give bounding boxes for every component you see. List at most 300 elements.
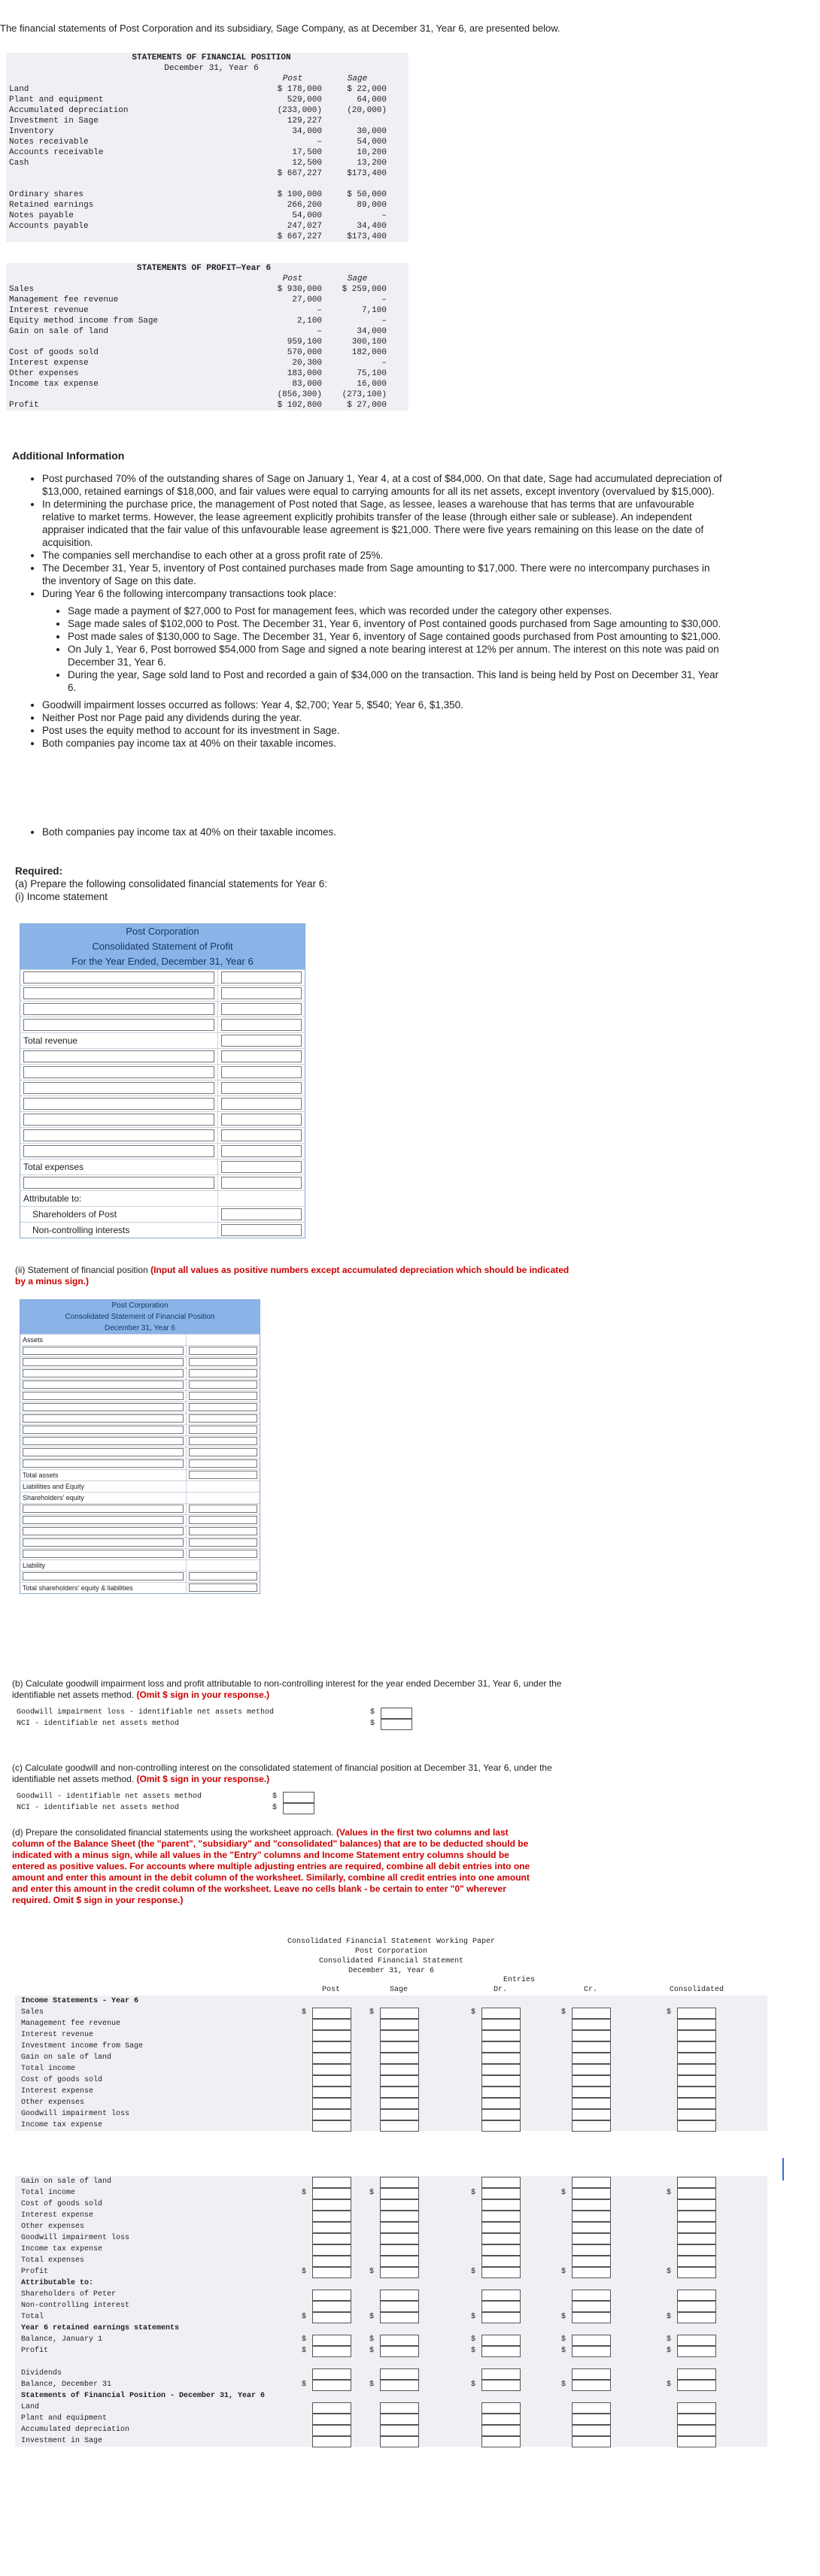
worksheet-input[interactable] xyxy=(481,2075,521,2087)
worksheet-input[interactable] xyxy=(380,2380,419,2391)
worksheet-input[interactable] xyxy=(312,2064,351,2075)
worksheet-input[interactable] xyxy=(481,2222,521,2233)
worksheet-input[interactable] xyxy=(572,2053,611,2064)
worksheet-input[interactable] xyxy=(481,2346,521,2357)
worksheet-input[interactable] xyxy=(380,2211,419,2222)
worksheet-input[interactable] xyxy=(312,2346,351,2357)
worksheet-input[interactable] xyxy=(380,2233,419,2244)
worksheet-input[interactable] xyxy=(572,2301,611,2312)
worksheet-input[interactable] xyxy=(312,2041,351,2053)
account-select[interactable] xyxy=(23,1505,184,1513)
worksheet-input[interactable] xyxy=(572,2290,611,2301)
list-item: • During the year, Sage sold land to Post and recorded a gain of $34,000 on the transaction. This land is being held by Post on December 31, Year 6. xyxy=(68,668,725,694)
post-value: – xyxy=(317,327,322,336)
worksheet-input[interactable] xyxy=(380,2064,419,2075)
post-value: $ 667,227 xyxy=(277,169,322,178)
row-label-cell xyxy=(20,1549,187,1559)
account-select[interactable] xyxy=(23,1426,184,1434)
worksheet-input[interactable] xyxy=(312,2222,351,2233)
row-amount-cell xyxy=(187,1425,260,1435)
worksheet-row xyxy=(15,2300,767,2311)
amount-input[interactable] xyxy=(189,1527,257,1535)
row-label: Accounts receivable xyxy=(9,148,104,157)
account-select[interactable] xyxy=(23,1082,214,1094)
amount-input[interactable] xyxy=(221,1003,302,1015)
worksheet-row-label: Total xyxy=(21,2313,44,2321)
worksheet-input[interactable] xyxy=(312,2177,351,2188)
worksheet-input[interactable] xyxy=(677,2301,716,2312)
account-select[interactable] xyxy=(23,1392,184,1400)
row-label-cell xyxy=(20,1583,187,1593)
worksheet-input[interactable] xyxy=(312,2244,351,2256)
worksheet-input[interactable] xyxy=(481,2402,521,2414)
worksheet-input[interactable] xyxy=(481,2414,521,2425)
row-amount-cell xyxy=(218,1033,305,1048)
worksheet-input[interactable] xyxy=(677,2436,716,2447)
worksheet-input[interactable] xyxy=(312,2199,351,2211)
account-select[interactable] xyxy=(23,971,214,983)
account-select[interactable] xyxy=(23,1527,184,1535)
form-row xyxy=(20,1017,305,1032)
amount-input[interactable] xyxy=(221,1145,302,1157)
worksheet-input[interactable] xyxy=(677,2199,716,2211)
worksheet-input[interactable] xyxy=(312,2335,351,2346)
worksheet-input[interactable] xyxy=(677,2244,716,2256)
account-select[interactable] xyxy=(23,1347,184,1355)
worksheet-row-label: Profit xyxy=(21,2347,49,2355)
worksheet-input[interactable] xyxy=(677,2312,716,2323)
form-row xyxy=(20,1413,260,1424)
worksheet-input[interactable] xyxy=(677,2064,716,2075)
account-select[interactable] xyxy=(23,1437,184,1445)
worksheet-input[interactable] xyxy=(481,2312,521,2323)
worksheet-row-label: Total income xyxy=(21,2065,76,2073)
worksheet-input[interactable] xyxy=(481,2008,521,2019)
worksheet-input[interactable] xyxy=(572,2346,611,2357)
worksheet-input[interactable] xyxy=(572,2177,611,2188)
worksheet-input[interactable] xyxy=(312,2290,351,2301)
worksheet-input[interactable] xyxy=(481,2098,521,2109)
row-label: Accounts payable xyxy=(9,222,89,231)
amount-input[interactable] xyxy=(189,1403,257,1411)
worksheet-input[interactable] xyxy=(380,2053,419,2064)
worksheet-input[interactable] xyxy=(312,2256,351,2267)
worksheet-input[interactable] xyxy=(572,2109,611,2120)
worksheet-input[interactable] xyxy=(481,2188,521,2199)
worksheet-input[interactable] xyxy=(380,2290,419,2301)
row-label-cell xyxy=(20,1223,218,1238)
worksheet-input[interactable] xyxy=(677,2087,716,2098)
worksheet-input[interactable] xyxy=(380,2177,419,2188)
worksheet-input[interactable] xyxy=(572,2008,611,2019)
fs-row xyxy=(6,316,390,326)
amount-input[interactable] xyxy=(221,1114,302,1126)
account-select[interactable] xyxy=(23,1369,184,1377)
form-row xyxy=(20,1190,305,1206)
account-select[interactable] xyxy=(23,1145,214,1157)
worksheet-input[interactable] xyxy=(677,2098,716,2109)
worksheet-input[interactable] xyxy=(572,2425,611,2436)
required-section xyxy=(15,865,327,903)
amount-input[interactable] xyxy=(189,1414,257,1423)
worksheet-input[interactable] xyxy=(312,2019,351,2030)
row-label: Interest expense xyxy=(9,359,89,368)
amount-input[interactable] xyxy=(189,1471,257,1479)
worksheet-input[interactable] xyxy=(572,2436,611,2447)
amount-input[interactable] xyxy=(221,1019,302,1031)
row-label: Equity method income from Sage xyxy=(9,317,159,326)
worksheet-input[interactable] xyxy=(572,2030,611,2041)
row-label: Shareholders' equity xyxy=(23,1494,84,1502)
worksheet-input[interactable] xyxy=(481,2211,521,2222)
row-label: Retained earnings xyxy=(9,201,94,210)
worksheet-input[interactable] xyxy=(312,2120,351,2132)
worksheet-input[interactable] xyxy=(572,2222,611,2233)
amount-input[interactable] xyxy=(189,1583,257,1592)
worksheet-input[interactable] xyxy=(481,2301,521,2312)
worksheet-input[interactable] xyxy=(380,2256,419,2267)
amount-input[interactable] xyxy=(221,1082,302,1094)
amount-input[interactable] xyxy=(221,1129,302,1141)
account-select[interactable] xyxy=(23,1003,214,1015)
worksheet-input[interactable] xyxy=(677,2075,716,2087)
worksheet-input[interactable] xyxy=(677,2368,716,2380)
worksheet-input[interactable] xyxy=(380,2368,419,2380)
row-amount-cell xyxy=(218,1096,305,1111)
amount-input[interactable] xyxy=(221,987,302,999)
row-label-cell xyxy=(20,1470,187,1480)
worksheet-input[interactable] xyxy=(572,2041,611,2053)
form-row xyxy=(20,1469,260,1480)
worksheet-input[interactable] xyxy=(677,2008,716,2019)
goodwill-input[interactable] xyxy=(283,1792,314,1803)
goodwill-impairment-label: Goodwill impairment loss - identifiable net assets method xyxy=(17,1708,275,1717)
worksheet-input[interactable] xyxy=(481,2030,521,2041)
worksheet-input[interactable] xyxy=(572,2233,611,2244)
worksheet-input[interactable] xyxy=(677,2290,716,2301)
fs-row xyxy=(6,211,390,221)
worksheet-input[interactable] xyxy=(312,2301,351,2312)
worksheet-input[interactable] xyxy=(481,2380,521,2391)
worksheet-input[interactable] xyxy=(677,2380,716,2391)
worksheet-input[interactable] xyxy=(572,2368,611,2380)
worksheet-input[interactable] xyxy=(481,2120,521,2132)
worksheet-input[interactable] xyxy=(380,2436,419,2447)
additional-title: Additional Information xyxy=(12,450,125,462)
worksheet-row xyxy=(15,2402,767,2413)
nci-label: NCI - identifiable net assets method xyxy=(17,1720,180,1728)
worksheet-input[interactable] xyxy=(677,2335,716,2346)
worksheet-input[interactable] xyxy=(481,2233,521,2244)
row-label-cell xyxy=(20,1096,218,1111)
required-title: Required: xyxy=(15,865,63,877)
worksheet-input[interactable] xyxy=(312,2109,351,2120)
worksheet-input[interactable] xyxy=(677,2425,716,2436)
fs-row xyxy=(6,116,390,126)
nci-input[interactable] xyxy=(381,1719,412,1730)
worksheet-input[interactable] xyxy=(677,2019,716,2030)
worksheet-input[interactable] xyxy=(572,2019,611,2030)
account-select[interactable] xyxy=(23,1177,214,1189)
worksheet-input[interactable] xyxy=(572,2267,611,2278)
account-select[interactable] xyxy=(23,1538,184,1547)
account-select[interactable] xyxy=(23,1129,214,1141)
worksheet-input[interactable] xyxy=(380,2008,419,2019)
worksheet-input[interactable] xyxy=(677,2346,716,2357)
sage-value xyxy=(325,116,390,126)
worksheet-input[interactable] xyxy=(572,2211,611,2222)
account-select[interactable] xyxy=(23,1050,214,1062)
worksheet-input[interactable] xyxy=(312,2087,351,2098)
worksheet-input[interactable] xyxy=(677,2267,716,2278)
amount-input[interactable] xyxy=(221,971,302,983)
worksheet-input[interactable] xyxy=(312,2414,351,2425)
amount-input[interactable] xyxy=(189,1369,257,1377)
worksheet-row-label: Other expenses xyxy=(21,2099,85,2107)
worksheet-input[interactable] xyxy=(380,2402,419,2414)
fs-row xyxy=(6,389,390,400)
worksheet-input[interactable] xyxy=(312,2267,351,2278)
worksheet-input[interactable] xyxy=(380,2414,419,2425)
worksheet-input[interactable] xyxy=(481,2290,521,2301)
worksheet-input[interactable] xyxy=(312,2402,351,2414)
worksheet-input[interactable] xyxy=(380,2098,419,2109)
amount-input[interactable] xyxy=(189,1380,257,1389)
amount-input[interactable] xyxy=(189,1437,257,1445)
account-select[interactable] xyxy=(23,1380,184,1389)
worksheet-input[interactable] xyxy=(380,2120,419,2132)
worksheet-input[interactable] xyxy=(380,2030,419,2041)
row-label-cell xyxy=(20,1560,187,1571)
row-label-cell xyxy=(20,1049,218,1064)
worksheet-input[interactable] xyxy=(312,2053,351,2064)
worksheet-col-header: Consolidated xyxy=(670,1986,724,1994)
worksheet-input[interactable] xyxy=(481,2368,521,2380)
amount-input[interactable] xyxy=(189,1426,257,1434)
worksheet-input[interactable] xyxy=(572,2075,611,2087)
worksheet-input[interactable] xyxy=(312,2368,351,2380)
scroll-handle[interactable] xyxy=(782,2158,784,2181)
nci-input[interactable] xyxy=(283,1803,314,1814)
dollar-sign: $ xyxy=(471,2008,476,2017)
row-amount-cell xyxy=(218,1049,305,1064)
worksheet-input[interactable] xyxy=(572,2199,611,2211)
dollar-sign: $ xyxy=(667,2313,672,2321)
worksheet-input[interactable] xyxy=(572,2120,611,2132)
worksheet-input[interactable] xyxy=(380,2199,419,2211)
row-label-cell xyxy=(20,970,218,985)
worksheet-input[interactable] xyxy=(380,2335,419,2346)
fs-row xyxy=(6,295,390,305)
account-select[interactable] xyxy=(23,1414,184,1423)
account-select[interactable] xyxy=(23,1550,184,1558)
position-question: (ii) Statement of financial position (Input all values as positive numbers except accumulated depreciation which should be indicated by a minus sign.) xyxy=(15,1265,569,1286)
worksheet-input[interactable] xyxy=(572,2414,611,2425)
account-select[interactable] xyxy=(23,1066,214,1078)
worksheet-input[interactable] xyxy=(677,2233,716,2244)
part-c-table: Goodwill - identifiable net assets method $ NCI - identifiable net assets method $ xyxy=(17,1791,438,1814)
dollar-sign: $ xyxy=(302,2313,307,2321)
worksheet-input[interactable] xyxy=(677,2402,716,2414)
amount-input[interactable] xyxy=(189,1358,257,1366)
worksheet-row-label: Total income xyxy=(21,2189,76,2197)
worksheet-input[interactable] xyxy=(677,2177,716,2188)
account-select[interactable] xyxy=(23,987,214,999)
account-select[interactable] xyxy=(23,1098,214,1110)
worksheet-input[interactable] xyxy=(380,2312,419,2323)
amount-input[interactable] xyxy=(189,1392,257,1400)
worksheet-input[interactable] xyxy=(380,2087,419,2098)
amount-input[interactable] xyxy=(189,1538,257,1547)
worksheet-input[interactable] xyxy=(481,2436,521,2447)
dollar-sign: $ xyxy=(667,2189,672,2197)
list-item: • The companies sell merchandise to each other at a gross profit rate of 25%. xyxy=(42,549,725,562)
amount-input[interactable] xyxy=(221,1066,302,1078)
worksheet-input[interactable] xyxy=(380,2301,419,2312)
worksheet-row-label: Income tax expense xyxy=(21,2121,103,2129)
worksheet-input[interactable] xyxy=(380,2425,419,2436)
worksheet-input[interactable] xyxy=(677,2030,716,2041)
amount-input[interactable] xyxy=(221,1224,302,1236)
worksheet-input[interactable] xyxy=(380,2222,419,2233)
worksheet-input[interactable] xyxy=(572,2312,611,2323)
worksheet-input[interactable] xyxy=(677,2053,716,2064)
worksheet-input[interactable] xyxy=(572,2244,611,2256)
worksheet-row xyxy=(15,2074,767,2086)
worksheet-input[interactable] xyxy=(481,2267,521,2278)
worksheet-input[interactable] xyxy=(677,2109,716,2120)
row-label: Notes payable xyxy=(9,211,74,220)
list-item: • The December 31, Year 5, inventory of Post contained purchases made from Sage amounting to $17,000. There were no intercompany purchases in the inventory of Sage on this date. xyxy=(42,562,725,587)
dollar-sign: $ xyxy=(667,2347,672,2355)
worksheet-input[interactable] xyxy=(481,2109,521,2120)
worksheet-input[interactable] xyxy=(481,2087,521,2098)
worksheet-input[interactable] xyxy=(677,2414,716,2425)
worksheet-input[interactable] xyxy=(380,2244,419,2256)
worksheet-input[interactable] xyxy=(481,2177,521,2188)
worksheet-input[interactable] xyxy=(572,2188,611,2199)
worksheet-input[interactable] xyxy=(312,2075,351,2087)
amount-input[interactable] xyxy=(189,1347,257,1355)
worksheet-col-header: Post xyxy=(321,1986,340,1994)
worksheet-input[interactable] xyxy=(677,2120,716,2132)
worksheet-input[interactable] xyxy=(312,2425,351,2436)
worksheet-input[interactable] xyxy=(380,2188,419,2199)
list-item: • In determining the purchase price, the management of Post noted that Sage, as lessee, leases a warehouse that has terms that are unfavourable relative to market terms. However, the lease agreement explicitly prohibits transfer of the lease (through either sale or sublease). An independent appraiser indicated that the fair value of this unfavourable lease agreement is $21,000. There were five years remaining on this lease on the date of acquisition. xyxy=(42,498,725,549)
worksheet-input[interactable] xyxy=(380,2019,419,2030)
worksheet-row xyxy=(15,2255,767,2266)
sage-value: $ 50,000 xyxy=(347,190,387,199)
worksheet-input[interactable] xyxy=(380,2267,419,2278)
worksheet-input[interactable] xyxy=(572,2256,611,2267)
worksheet-input[interactable] xyxy=(481,2335,521,2346)
worksheet-input[interactable] xyxy=(312,2312,351,2323)
worksheet-input[interactable] xyxy=(677,2256,716,2267)
worksheet-input[interactable] xyxy=(572,2402,611,2414)
worksheet-input[interactable] xyxy=(677,2211,716,2222)
account-select[interactable] xyxy=(23,1448,184,1456)
worksheet-input[interactable] xyxy=(572,2064,611,2075)
worksheet-input[interactable] xyxy=(312,2211,351,2222)
amount-input[interactable] xyxy=(189,1448,257,1456)
worksheet-input[interactable] xyxy=(572,2087,611,2098)
worksheet-input[interactable] xyxy=(380,2109,419,2120)
worksheet-input[interactable] xyxy=(312,2030,351,2041)
sage-value: – xyxy=(381,317,387,326)
amount-input[interactable] xyxy=(221,1177,302,1189)
amount-input[interactable] xyxy=(189,1505,257,1513)
account-select[interactable] xyxy=(23,1114,214,1126)
worksheet-input[interactable] xyxy=(312,2233,351,2244)
worksheet-row xyxy=(15,2356,767,2368)
worksheet-row-label: Cost of goods sold xyxy=(21,2200,103,2208)
worksheet-input[interactable] xyxy=(312,2436,351,2447)
amount-input[interactable] xyxy=(189,1516,257,1524)
amount-input[interactable] xyxy=(221,1050,302,1062)
amount-input[interactable] xyxy=(189,1459,257,1468)
worksheet-input[interactable] xyxy=(677,2188,716,2199)
worksheet-input[interactable] xyxy=(572,2380,611,2391)
worksheet-input[interactable] xyxy=(312,2098,351,2109)
row-amount-cell xyxy=(218,1065,305,1080)
fs-row xyxy=(6,232,390,242)
worksheet-input[interactable] xyxy=(481,2244,521,2256)
form-subtitle: Consolidated Statement of Profit xyxy=(20,939,305,954)
amount-input[interactable] xyxy=(221,1208,302,1220)
form-title: Post Corporation xyxy=(20,924,305,939)
worksheet-input[interactable] xyxy=(481,2256,521,2267)
worksheet-input[interactable] xyxy=(481,2425,521,2436)
row-amount-cell xyxy=(187,1447,260,1458)
worksheet-input[interactable] xyxy=(481,2199,521,2211)
worksheet-input[interactable] xyxy=(572,2335,611,2346)
row-label-cell xyxy=(20,1159,218,1174)
amount-input[interactable] xyxy=(221,1098,302,1110)
worksheet-input[interactable] xyxy=(481,2041,521,2053)
row-amount-cell xyxy=(187,1538,260,1548)
worksheet-input[interactable] xyxy=(481,2019,521,2030)
dollar-sign: $ xyxy=(302,2189,307,2197)
goodwill-impairment-input[interactable] xyxy=(381,1708,412,1719)
worksheet-input[interactable] xyxy=(677,2222,716,2233)
account-select[interactable] xyxy=(23,1358,184,1366)
amount-input[interactable] xyxy=(221,1161,302,1173)
post-value: 54,000 xyxy=(292,211,322,220)
account-select[interactable] xyxy=(23,1019,214,1031)
worksheet-input[interactable] xyxy=(481,2053,521,2064)
form-row xyxy=(20,1222,305,1238)
worksheet-input[interactable] xyxy=(380,2346,419,2357)
worksheet-input[interactable] xyxy=(312,2380,351,2391)
worksheet-input[interactable] xyxy=(380,2041,419,2053)
account-select[interactable] xyxy=(23,1572,184,1580)
worksheet-input[interactable] xyxy=(481,2064,521,2075)
account-select[interactable] xyxy=(23,1516,184,1524)
account-select[interactable] xyxy=(23,1459,184,1468)
worksheet-row xyxy=(15,2063,767,2074)
account-select[interactable] xyxy=(23,1403,184,1411)
worksheet-input[interactable] xyxy=(572,2098,611,2109)
worksheet-input[interactable] xyxy=(380,2075,419,2087)
income-statement-form xyxy=(20,923,305,1238)
form-row xyxy=(20,1048,305,1064)
amount-input[interactable] xyxy=(189,1572,257,1580)
amount-input[interactable] xyxy=(221,1035,302,1047)
worksheet-input[interactable] xyxy=(677,2041,716,2053)
worksheet-input[interactable] xyxy=(312,2008,351,2019)
amount-input[interactable] xyxy=(189,1550,257,1558)
worksheet-input[interactable] xyxy=(312,2188,351,2199)
